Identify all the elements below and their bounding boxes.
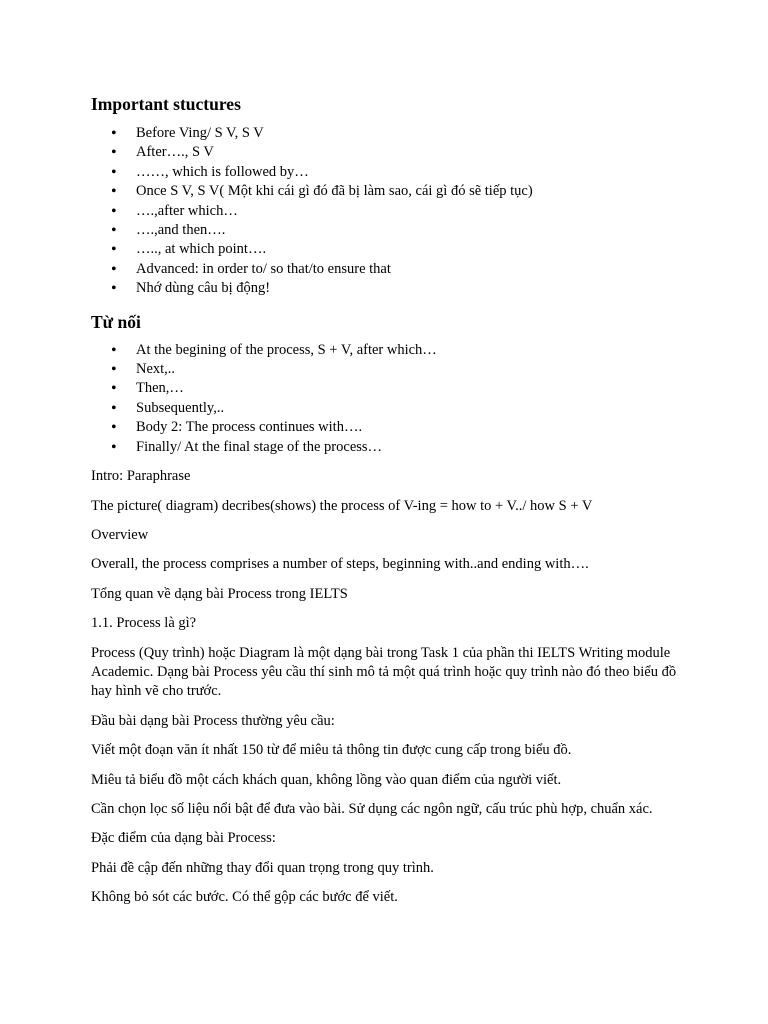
list-item: • Then,…	[91, 379, 691, 398]
list-item: • ….., at which point….	[91, 240, 691, 259]
heading-important-structures: Important stuctures	[91, 94, 241, 114]
paragraph-subsection-title: 1.1. Process là gì?	[91, 615, 197, 632]
list-item: • ……, which is followed by…	[91, 163, 691, 182]
list-item: • Finally/ At the final stage of the process…	[91, 438, 691, 457]
paragraph-requirements-title: Đầu bài dạng bài Process thường yêu cầu:	[91, 712, 335, 729]
list-item: • Advanced: in order to/ so that/to ensure that	[91, 260, 691, 279]
heading-tu-noi: Từ nối	[91, 311, 141, 332]
important-structures-list	[91, 124, 691, 299]
paragraph-requirement: Cần chọn lọc số liệu nổi bật để đưa vào bài. Sử dụng các ngôn ngữ, cấu trúc phù hợp, chuẩn xác.	[91, 800, 653, 817]
linking-words-list	[91, 341, 691, 457]
paragraph-requirement: Viết một đoạn văn ít nhất 150 từ để miêu tả thông tin được cung cấp trong biểu đồ.	[91, 742, 572, 759]
paragraph-process-definition: Process (Quy trình) hoặc Diagram là một dạng bài trong Task 1 của phần thi IELTS Writing module Academic. Dạng bài Process yêu cầu thí sinh mô tả một quá trình hoặc quy trình nào đó theo biểu đồ hay hình vẽ cho trước.	[91, 644, 677, 700]
paragraph-feature: Không bỏ sót các bước. Có thể gộp các bước để viết.	[91, 889, 398, 906]
paragraph-intro: Intro: Paraphrase	[91, 468, 191, 485]
paragraph-intro-template: The picture( diagram) decribes(shows) the process of V-ing = how to + V../ how S + V	[91, 497, 593, 514]
list-item: • After…., S V	[91, 143, 691, 162]
paragraph-feature: Phải đề cập đến những thay đổi quan trọng trong quy trình.	[91, 859, 434, 876]
list-item: • Nhớ dùng câu bị động!	[91, 279, 691, 298]
list-item: • Next,..	[91, 360, 691, 379]
list-item: • Once S V, S V( Một khi cái gì đó đã bị làm sao, cái gì đó sẽ tiếp tục)	[91, 182, 691, 201]
list-item: • ….,and then….	[91, 221, 691, 240]
paragraph-overview-label: Overview	[91, 526, 149, 543]
paragraph-requirement: Miêu tả biểu đồ một cách khách quan, không lồng vào quan điểm của người viết.	[91, 771, 562, 788]
list-item: • ….,after which…	[91, 202, 691, 221]
list-item: • Subsequently,..	[91, 399, 691, 418]
paragraph-features-title: Đặc điểm của dạng bài Process:	[91, 830, 276, 847]
paragraph-overview-template: Overall, the process comprises a number of steps, beginning with..and ending with….	[91, 556, 589, 573]
list-item: • Body 2: The process continues with….	[91, 418, 691, 437]
document-body	[91, 93, 691, 918]
list-item: • At the begining of the process, S + V, after which…	[91, 341, 691, 360]
list-item: • Before Ving/ S V, S V	[91, 124, 691, 143]
paragraph-section-title: Tổng quan về dạng bài Process trong IELTS	[91, 585, 348, 602]
